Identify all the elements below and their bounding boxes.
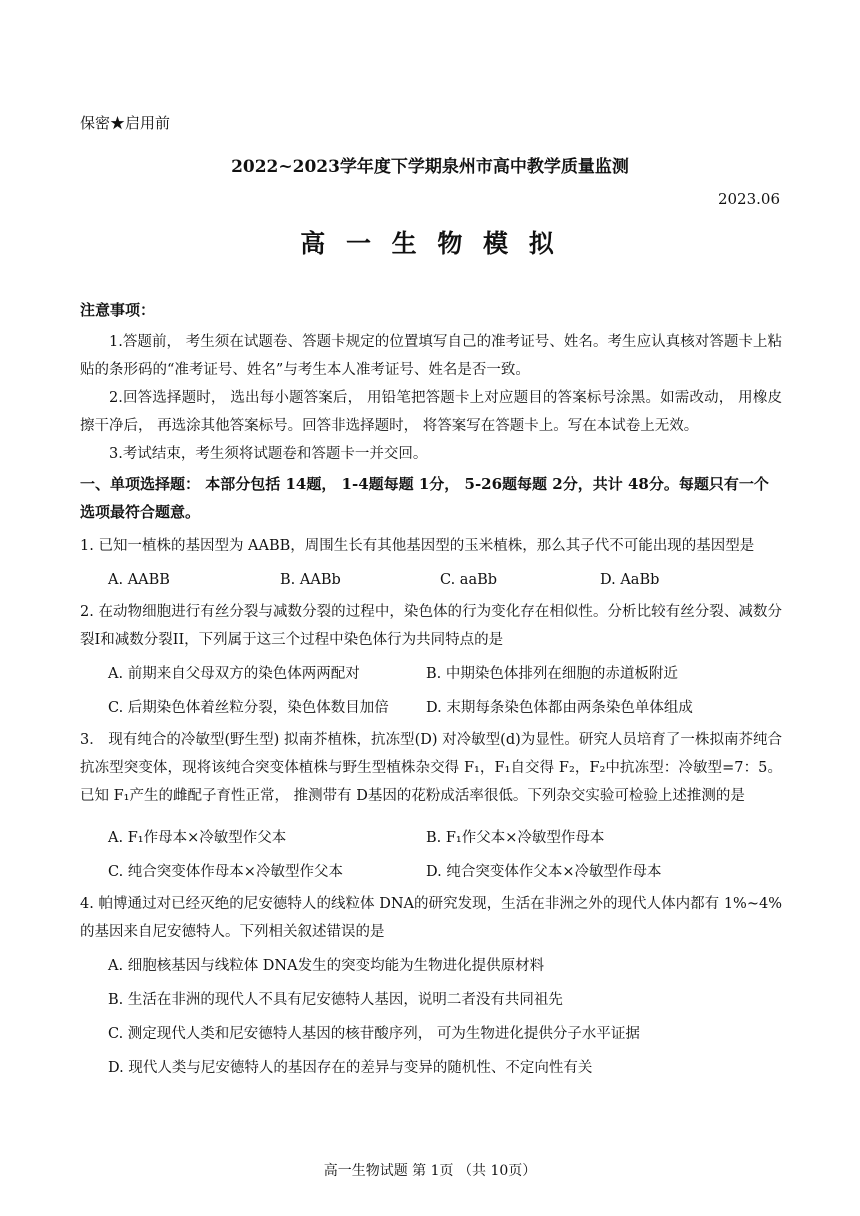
- options: [80, 694, 782, 722]
- options: [80, 858, 782, 886]
- option-d: D. AaBb: [600, 572, 660, 588]
- question-stem: 2. 在动物细胞进行有丝分裂与减数分裂的过程中，染色体的行为变化存在相似性。分析比较有丝分裂、减数分裂I和减数分裂II，下列属于这三个过程中染色体行为共同特点的是: [80, 604, 782, 648]
- option-d: D. 纯合突变体作父本×冷敏型作母本: [426, 864, 662, 880]
- options: [80, 824, 782, 852]
- exam-content: [80, 296, 782, 1086]
- options: [80, 660, 782, 688]
- option-a: A. 细胞核基因与线粒体 DNA发生的突变均能为生物进化提供原材料: [108, 958, 545, 974]
- option-a: A. 前期来自父母双方的染色体两两配对: [108, 666, 360, 682]
- option-d: D. 现代人类与尼安德特人的基因存在的差异与变异的随机性、不定向性有关: [108, 1060, 593, 1076]
- option-b: B. 中期染色体排列在细胞的赤道板附近: [426, 666, 678, 682]
- question-1: [80, 532, 782, 594]
- option-c: C. aaBb: [440, 572, 498, 588]
- section-heading: 一、单项选择题： 本部分包括 14题， 1-4题每题 1分， 5-26题每题 2分，共计 48分。每题只有一个选项最符合题意。: [80, 475, 769, 521]
- option-b: B. 生活在非洲的现代人不具有尼安德特人基因，说明二者没有共同祖先: [108, 992, 563, 1008]
- question-4: [80, 890, 782, 1082]
- question-stem: 1. 已知一植株的基因型为 AABB，周围生长有其他基因型的玉米植株，那么其子代不可能出现的基因型是: [80, 538, 755, 554]
- page-footer: 高一生物试题 第 1页 （共 10页）: [323, 1163, 537, 1179]
- subject-title: 高 一 生 物 模 拟: [300, 229, 560, 258]
- notice-item-2: 2.回答选择题时， 选出每小题答案后， 用铅笔把答题卡上对应题目的答案标号涂黑。如需改动， 用橡皮擦干净后， 再选涂其他答案标号。回答非选择题时， 将答案写在答题卡上。写在本试卷上无效。: [80, 390, 782, 434]
- option-a: A. F₁作母本×冷敏型作父本: [108, 830, 287, 846]
- exam-date: 2023.06: [717, 190, 780, 208]
- option-c: C. 纯合突变体作母本×冷敏型作父本: [108, 864, 343, 880]
- option-c: C. 测定现代人类和尼安德特人基因的核苷酸序列， 可为生物进化提供分子水平证据: [108, 1026, 640, 1042]
- option-d: D. 末期每条染色体都由两条染色单体组成: [426, 700, 693, 716]
- question-stem: 4. 帕博通过对已经灭绝的尼安德特人的线粒体 DNA的研究发现，生活在非洲之外的现代人体内都有 1%~4%的基因来自尼安德特人。下列相关叙述错误的是: [80, 896, 782, 940]
- question-3: [80, 726, 782, 886]
- option-c: C. 后期染色体着丝粒分裂，染色体数目加倍: [108, 700, 389, 716]
- notice-heading: 注意事项：: [80, 301, 156, 319]
- spacer: [80, 810, 782, 818]
- option-a: A. AABB: [108, 572, 170, 588]
- option-b: B. AABb: [280, 572, 341, 588]
- options: [80, 566, 782, 594]
- question-2: [80, 598, 782, 722]
- question-stem: 3． 现有纯合的冷敏型(野生型) 拟南芥植株，抗冻型(D) 对冷敏型(d)为显性。研究人员培育了一株拟南芥纯合抗冻型突变体，现将该纯合突变体植株与野生型植株杂交得 F₁，F₁自交得 F₂，F₂中抗冻型：冷敏型=7：5。已知 F₁产生的雌配子育性正常， 推测带有 D基因的花粉成活率很低。下列杂交实验可检验上述推测的是: [80, 732, 782, 804]
- notice-item-3: 3.考试结束，考生须将试题卷和答题卡一并交回。: [109, 446, 428, 462]
- exam-title: 2022~2023学年度下学期泉州市高中教学质量监测: [231, 157, 629, 177]
- option-b: B. F₁作父本×冷敏型作母本: [426, 830, 605, 846]
- notice-item-1: 1.答题前， 考生须在试题卷、答题卡规定的位置填写自己的准考证号、姓名。考生应认真核对答题卡上粘贴的条形码的“准考证号、姓名”与考生本人准考证号、姓名是否一致。: [80, 334, 782, 378]
- confidential-label: 保密★启用前: [80, 114, 171, 132]
